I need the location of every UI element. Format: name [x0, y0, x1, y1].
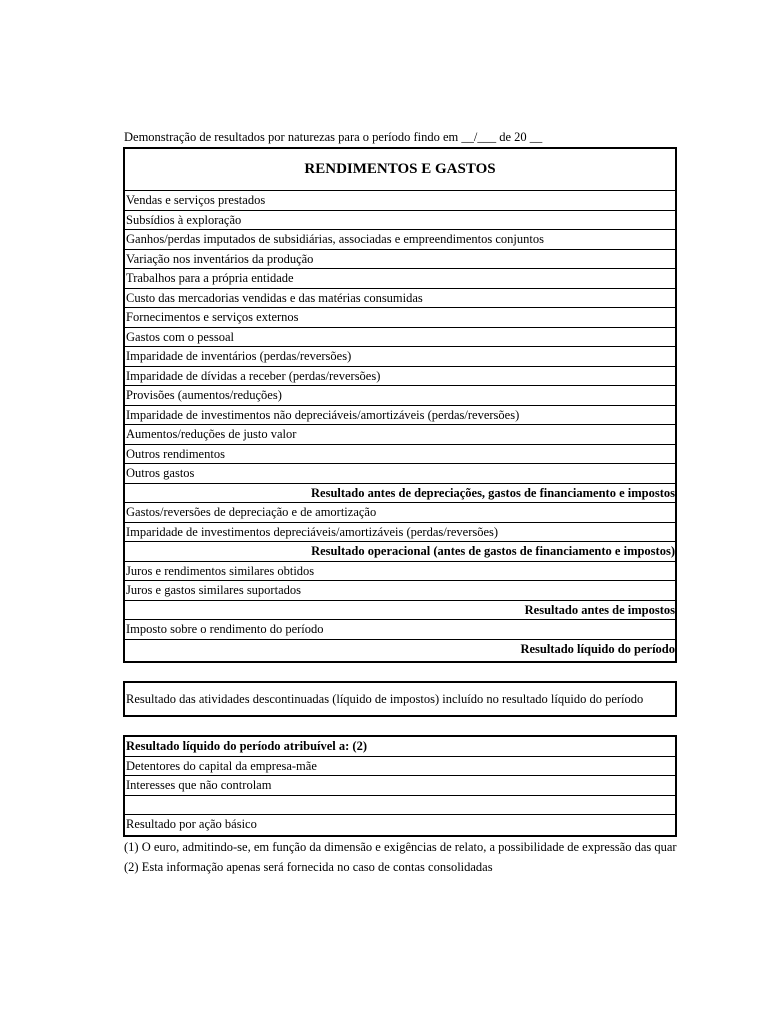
table-row: Variação nos inventários da produção: [125, 250, 675, 270]
table-row: Interesses que não controlam: [125, 776, 675, 796]
footnote-1: (1) O euro, admitindo-se, em função da dimensão e exigências de relato, a possibilidade de expressão das quar: [124, 840, 677, 854]
table-body: [125, 191, 675, 659]
document-heading: Demonstração de resultados por naturezas para o período findo em __/___ de 20 __: [124, 130, 543, 144]
attribution-table-body: [125, 737, 675, 835]
subtotal-row: Resultado antes de depreciações, gastos de financiamento e impostos: [125, 484, 675, 504]
footnote-2: (2) Esta informação apenas será fornecida no caso de contas consolidadas: [124, 859, 493, 874]
table-row: Outros rendimentos: [125, 445, 675, 465]
income-statement-table: [123, 147, 677, 663]
table-row: Imparidade de investimentos depreciáveis/amortizáveis (perdas/reversões): [125, 523, 675, 543]
table-row: Imparidade de investimentos não depreciáveis/amortizáveis (perdas/reversões): [125, 406, 675, 426]
table-row: Aumentos/reduções de justo valor: [125, 425, 675, 445]
table-row: Juros e rendimentos similares obtidos: [125, 562, 675, 582]
table-row: Imparidade de dívidas a receber (perdas/reversões): [125, 367, 675, 387]
table-row: Imparidade de inventários (perdas/reversões): [125, 347, 675, 367]
discontinued-operations-box: [123, 681, 677, 717]
table-row: Detentores do capital da empresa-mãe: [125, 757, 675, 777]
table-row: Vendas e serviços prestados: [125, 191, 675, 211]
subtotal-row: Resultado líquido do período: [520, 641, 675, 656]
discontinued-operations-label: Resultado das atividades descontinuadas (líquido de impostos) incluído no resultado líquido do período: [126, 692, 644, 706]
table-title: RENDIMENTOS E GASTOS: [125, 149, 675, 191]
table-row: Juros e gastos similares suportados: [125, 581, 675, 601]
table-row: Imposto sobre o rendimento do período: [125, 620, 675, 640]
table-row: Custo das mercadorias vendidas e das matérias consumidas: [125, 289, 675, 309]
table-row: [125, 796, 675, 816]
table-row: Gastos/reversões de depreciação e de amortização: [125, 503, 675, 523]
footnotes: [124, 838, 680, 877]
attribution-header-row: Resultado líquido do período atribuível a: (2): [125, 737, 675, 757]
attribution-table: [123, 735, 677, 837]
table-row: Subsídios à exploração: [125, 211, 675, 231]
table-row: Resultado por ação básico: [126, 817, 257, 832]
table-row: Gastos com o pessoal: [125, 328, 675, 348]
table-row: Fornecimentos e serviços externos: [125, 308, 675, 328]
subtotal-row: Resultado antes de impostos: [125, 601, 675, 621]
table-row: Outros gastos: [125, 464, 675, 484]
subtotal-row: Resultado operacional (antes de gastos de financiamento e impostos): [125, 542, 675, 562]
table-row: Ganhos/perdas imputados de subsidiárias, associadas e empreendimentos conjuntos: [125, 230, 675, 250]
table-row: Provisões (aumentos/reduções): [125, 386, 675, 406]
table-row: Trabalhos para a própria entidade: [125, 269, 675, 289]
